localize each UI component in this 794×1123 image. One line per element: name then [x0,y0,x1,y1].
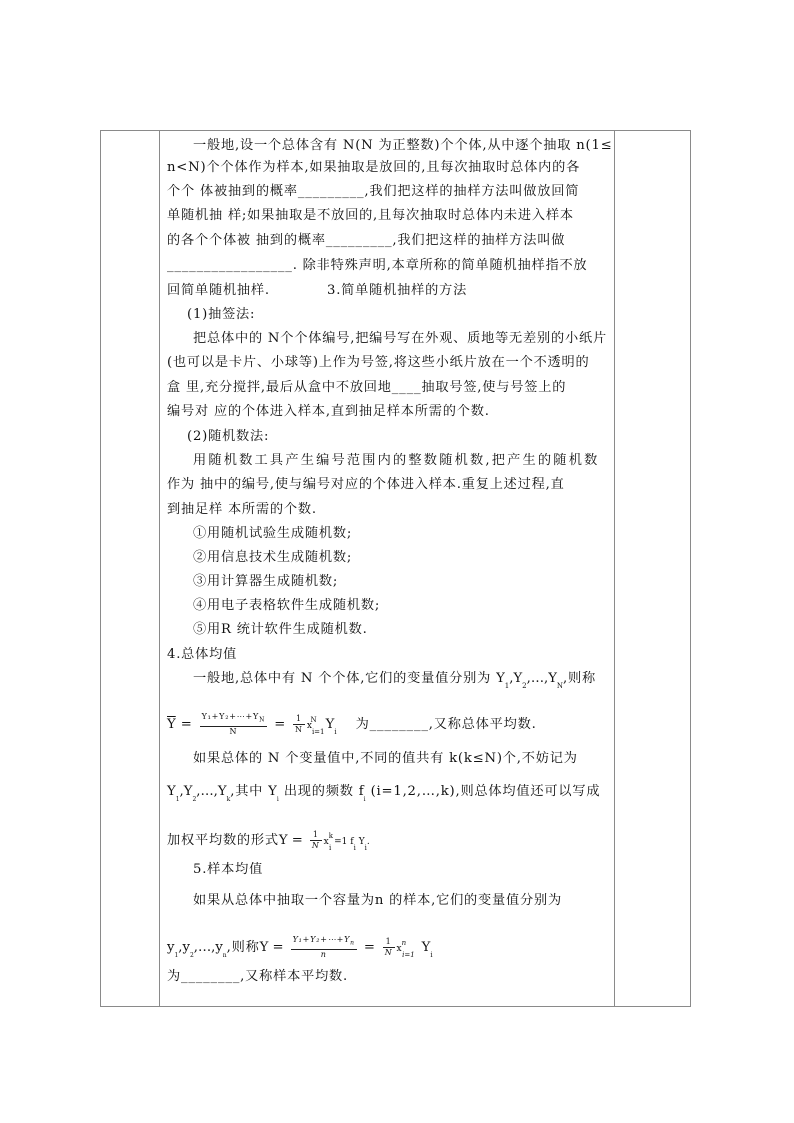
text-line: 的各个个体被 抽到的概率_________,我们把这样的抽样方法叫做 [167,233,566,248]
text-line: 到抽足样 本所需的个数. [167,502,317,517]
list-item: ③用计算器生成随机数; [193,574,339,589]
right-column-divider [614,131,615,1006]
text-line: 把总体中的 N个个体编号,把编号写在外观、质地等无差别的小纸片 [193,331,607,346]
list-item: ④用电子表格软件生成随机数; [193,598,381,613]
text-line: 盒 里,充分搅拌,最后从盒中不放回地____抽取号签,使与号签上的 [167,380,567,395]
text-line: n<N)个个体作为样本,如果抽取是放回的,且每次抽取时总体内的各 [167,160,581,175]
text-line: 一般地,总体中有 N 个个体,它们的变量值分别为 $Y_1,Y_2,\dots,Y_N$,则称 [193,671,597,690]
text-line: 如果总体的 N 个变量值中,不同的值共有 k(k≤N)个,不妨记为 [193,751,578,766]
formula-population-mean: $\overline{Y}$ = $\frac{Y_1+Y_2+\cdots+Y_N}{N}$ = $\frac{1}{N}$ $x_{i=1}^N$ $Y_i$ 为________,又称总体平均数. [167,712,537,736]
text-line: 为________,又称样本平均数. [167,969,349,984]
text-line: 如果从总体中抽取一个容量为n 的样本,它们的变量值分别为 [193,893,562,908]
formula-sample-mean: $y_1,y_2,\dots,y_n$,则称Y = $\frac{Y_1+Y_2+\cdots+Y_n}{n}$ = $\frac{1}{N}$ $x^n_{i=1}$ $Y_i$ [167,935,433,959]
formula-weighted-mean: 加权平均数的形式Y = $\frac{1}{N}$ $x^k_i =1$ $f_i$ $Y_i$. [167,830,370,852]
text-line: 编号对 应的个体进入样本,直到抽足样本所需的个数. [167,404,490,419]
list-item: ⑤用R 统计软件生成随机数. [193,622,368,637]
subheading-lottery: (1)抽签法: [187,307,256,322]
text-line: 一般地,设一个总体含有 N(N 为正整数)个个体,从中逐个抽取 n(1≤ [193,138,613,153]
text-line: _________________. 除非特殊声明,本章所称的简单随机抽样指不放 [167,258,588,273]
list-item: ①用随机试验生成随机数; [193,526,353,541]
section-heading-4: 4.总体均值 [167,647,238,662]
text-line: (也可以是卡片、小球等)上作为号签,将这些小纸片放在一个不透明的 [167,355,590,370]
list-item: ②用信息技术生成随机数; [193,550,353,565]
text-line: 单随机抽 样;如果抽取是不放回的,且每次抽取时总体内未进入样本 [167,208,574,223]
variable-list: $Y_1,Y_2,\dots,Y_N$ [496,671,564,690]
section-heading-3: 3.简单随机抽样的方法 [327,283,468,298]
text-line: 作为 抽中的编号,使与编号对应的个体进入样本.重复上述过程,直 [167,477,565,492]
text-line: 用随机数工具产生编号范围内的整数随机数,把产生的随机数 [193,453,600,468]
left-column-divider [159,131,160,1006]
distinct-values: $Y_1,Y_2,\dots,Y_k$ [167,784,231,803]
text-line: 个个 体被抽到的概率_________,我们把这样的抽样方法叫做放回简 [167,184,580,199]
section-heading-5: 5.样本均值 [193,862,264,877]
subheading-random-number: (2)随机数法: [187,429,270,444]
text-line: $Y_1,Y_2,\dots,Y_k$,其中 $Y_i$ 出现的频数 $f_i$ (i=1,2,…,k),则总体均值还可以写成 [167,784,601,803]
text-line: 回简单随机抽样. [167,283,270,298]
